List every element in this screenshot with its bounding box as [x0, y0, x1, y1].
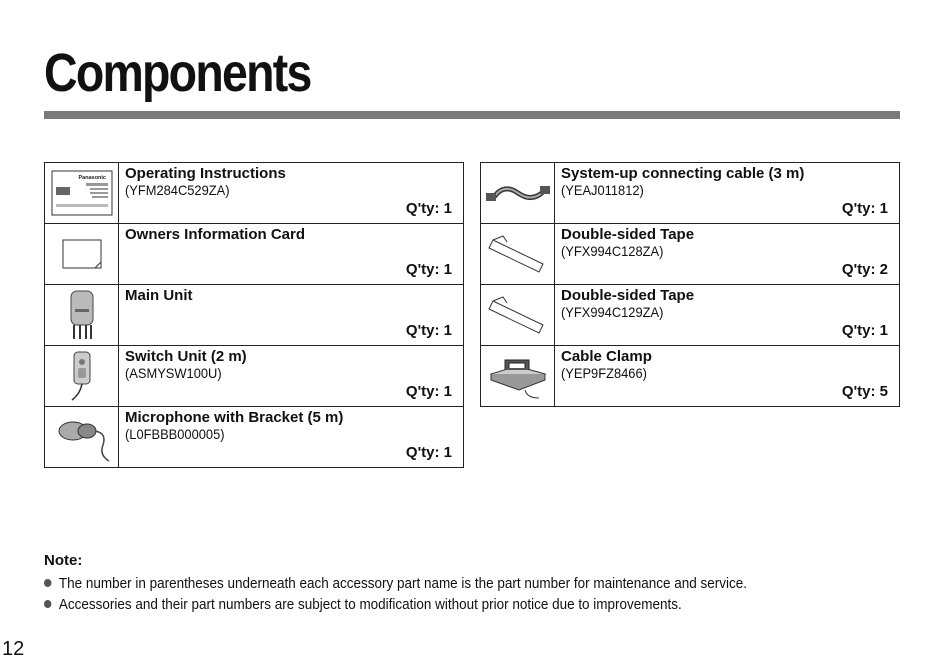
- page-number: 12: [2, 638, 25, 660]
- title-underline: [44, 111, 900, 119]
- quantity: Q'ty: 1: [405, 383, 452, 400]
- tape-icon: [485, 230, 551, 278]
- quantity: Q'ty: 2: [841, 261, 888, 278]
- part-number: (ASMYSW100U): [125, 365, 222, 381]
- components-table-left: [44, 162, 464, 468]
- part-number: (YFX994C129ZA): [561, 304, 664, 320]
- component-row: [45, 346, 464, 407]
- components-table-right: [480, 162, 900, 407]
- cable-clamp-icon: [485, 350, 551, 402]
- note-text: Accessories and their part numbers are subject to modification without prior notice due to improvements.: [58, 597, 682, 613]
- note-item: [44, 595, 747, 616]
- component-name: Double-sided Tape: [561, 287, 695, 304]
- component-row: [45, 163, 464, 224]
- tape-icon: [485, 291, 551, 339]
- quantity: Q'ty: 1: [405, 200, 452, 217]
- quantity: Q'ty: 1: [405, 261, 452, 278]
- component-row: [481, 224, 900, 285]
- note-item: [44, 574, 747, 595]
- part-number: (YEP9FZ8466): [561, 365, 647, 381]
- component-name: Switch Unit (2 m): [125, 348, 247, 365]
- component-name: Main Unit: [125, 287, 193, 304]
- note-heading: Note:: [44, 552, 83, 569]
- part-number: (YEAJ011812): [561, 182, 644, 198]
- component-row: [481, 163, 900, 224]
- manual-brand-text: Panasonic: [77, 175, 106, 181]
- quantity: Q'ty: 1: [405, 444, 452, 461]
- quantity: Q'ty: 1: [405, 322, 452, 339]
- bullet-icon: [44, 579, 51, 587]
- component-name: Owners Information Card: [125, 226, 306, 243]
- component-name: Double-sided Tape: [561, 226, 695, 243]
- note-list: [44, 574, 800, 616]
- quantity: Q'ty: 1: [841, 322, 888, 339]
- page-title: Components: [44, 43, 311, 103]
- manual-icon: [50, 168, 114, 218]
- microphone-icon: [49, 409, 115, 465]
- switch-unit-icon: [64, 348, 100, 404]
- bullet-icon: [44, 600, 51, 608]
- component-name: Microphone with Bracket (5 m): [125, 409, 344, 426]
- component-row: [45, 224, 464, 285]
- component-row: [481, 285, 900, 346]
- component-name: Operating Instructions: [125, 165, 286, 182]
- quantity: Q'ty: 1: [841, 200, 888, 217]
- note-text: The number in parentheses underneath each accessory part name is the part number for maintenance and service.: [58, 576, 748, 592]
- component-row: [481, 346, 900, 407]
- part-number: (L0FBBB000005): [125, 426, 225, 442]
- main-unit-icon: [62, 287, 102, 343]
- component-row: [45, 285, 464, 346]
- component-name: Cable Clamp: [561, 348, 652, 365]
- quantity: Q'ty: 5: [841, 383, 888, 400]
- card-icon: [57, 234, 107, 274]
- part-number: (YFX994C128ZA): [561, 243, 664, 259]
- component-name: System-up connecting cable (3 m): [561, 165, 805, 182]
- cable-icon: [484, 173, 552, 213]
- part-number: (YFM284C529ZA): [125, 182, 230, 198]
- component-row: [45, 407, 464, 468]
